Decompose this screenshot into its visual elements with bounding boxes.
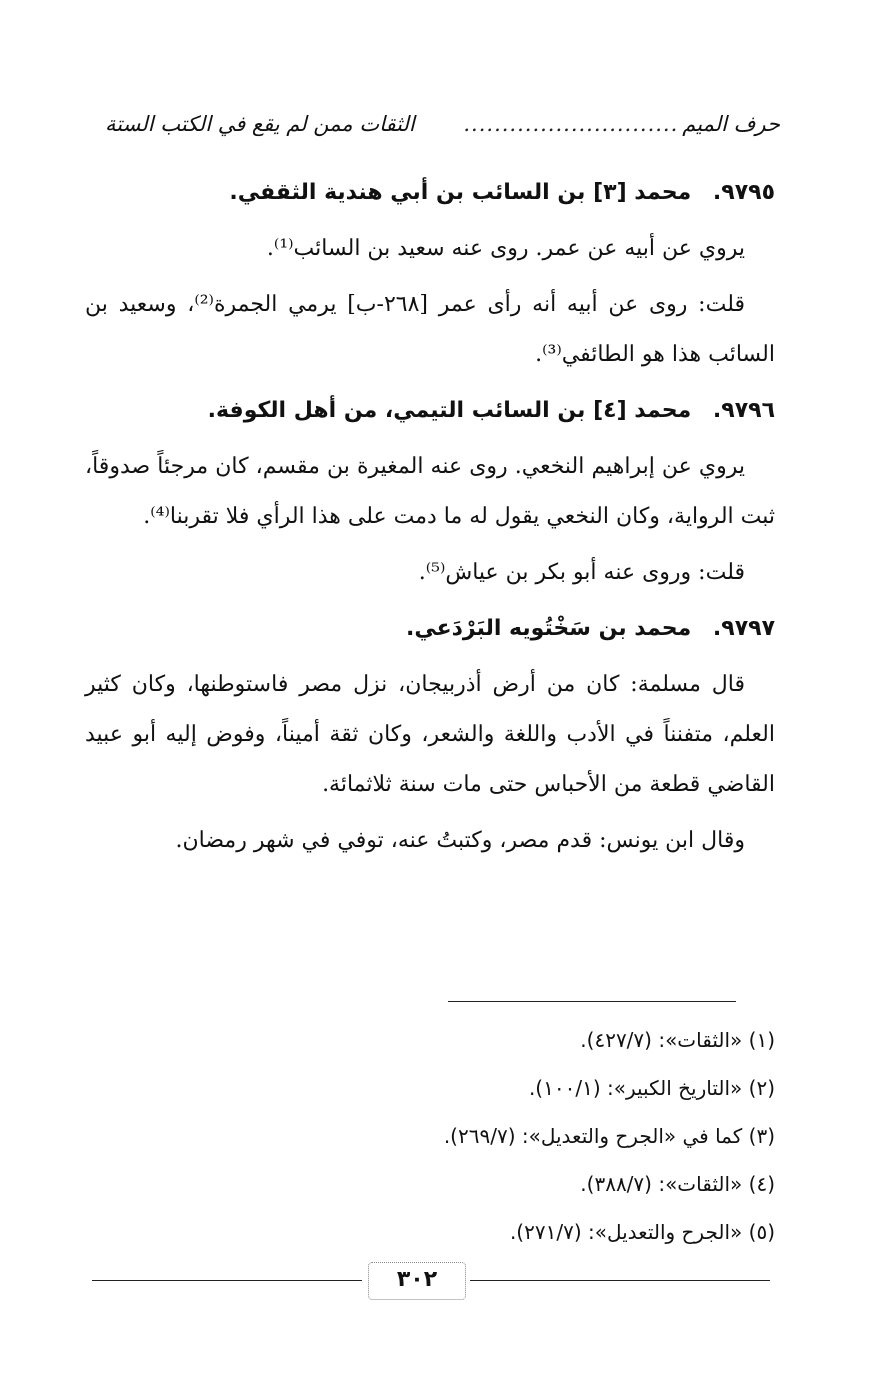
footnote-separator <box>448 1001 736 1002</box>
entry <box>85 168 775 380</box>
entry-heading <box>85 604 775 654</box>
entry-paragraph: يروي عن أبيه عن عمر. روى عنه سعيد بن السائب⁽¹⁾. <box>266 236 745 261</box>
running-header <box>105 112 780 136</box>
footnote: (١) «الثقات»: (٤٢٧/٧). <box>580 1028 775 1052</box>
footnote: (٤) «الثقات»: (٣٨٨/٧). <box>580 1172 775 1196</box>
entry-paragraph: وقال ابن يونس: قدم مصر، وكتبتُ عنه، توفي في شهر رمضان. <box>175 828 745 853</box>
entry <box>85 386 775 598</box>
entry-title: محمد [٣] بن السائب بن أبي هندية الثقفي. <box>229 180 692 205</box>
page-number: ٣٠٢ <box>368 1262 466 1300</box>
bottom-rule-right <box>470 1280 770 1281</box>
header-chapter: حرف الميم <box>682 112 780 136</box>
entry-paragraph: قال مسلمة: كان من أرض أذربيجان، نزل مصر فاستوطنها، وكان كثير العلم، متفنناً في الأدب واللغة والشعر، وكان ثقة أميناً، وفوض إليه أبو عبيد القاضي قطعة من الأحباس حتى مات سنة ثلاثمائة. <box>85 672 775 797</box>
entry-number: ٩٧٩٥. <box>712 180 775 205</box>
entry <box>85 604 775 866</box>
header-dots: ............................ <box>463 112 679 136</box>
footnotes <box>110 1016 775 1256</box>
entry-heading <box>85 386 775 436</box>
entry-number: ٩٧٩٧. <box>712 616 775 641</box>
header-book-title: الثقات ممن لم يقع في الكتب الستة <box>105 112 415 136</box>
entry-number: ٩٧٩٦. <box>712 398 775 423</box>
main-text <box>85 168 775 872</box>
footnote: (٣) كما في «الجرح والتعديل»: (٢٦٩/٧). <box>443 1124 775 1148</box>
entry-title: محمد [٤] بن السائب التيمي، من أهل الكوفة. <box>207 398 692 423</box>
entry-title: محمد بن سَخْتُويه البَرْدَعي. <box>406 616 692 641</box>
entry-heading <box>85 168 775 218</box>
entry-paragraph: قلت: روى عن أبيه أنه رأى عمر [٢٦٨-ب] يرمي الجمرة⁽²⁾، وسعيد بن السائب هذا هو الطائفي⁽³⁾. <box>85 292 775 367</box>
footnote: (٥) «الجرح والتعديل»: (٢٧١/٧). <box>509 1220 775 1244</box>
footnote: (٢) «التاريخ الكبير»: (١٠٠/١). <box>528 1076 775 1100</box>
entry-paragraph: قلت: وروى عنه أبو بكر بن عياش⁽⁵⁾. <box>418 560 745 585</box>
bottom-rule-left <box>92 1280 362 1281</box>
entry-paragraph: يروي عن إبراهيم النخعي. روى عنه المغيرة بن مقسم، كان مرجئاً صدوقاً، ثبت الرواية، وكان النخعي يقول له ما دمت على هذا الرأي فلا تقربنا⁽⁴⁾. <box>85 454 775 529</box>
